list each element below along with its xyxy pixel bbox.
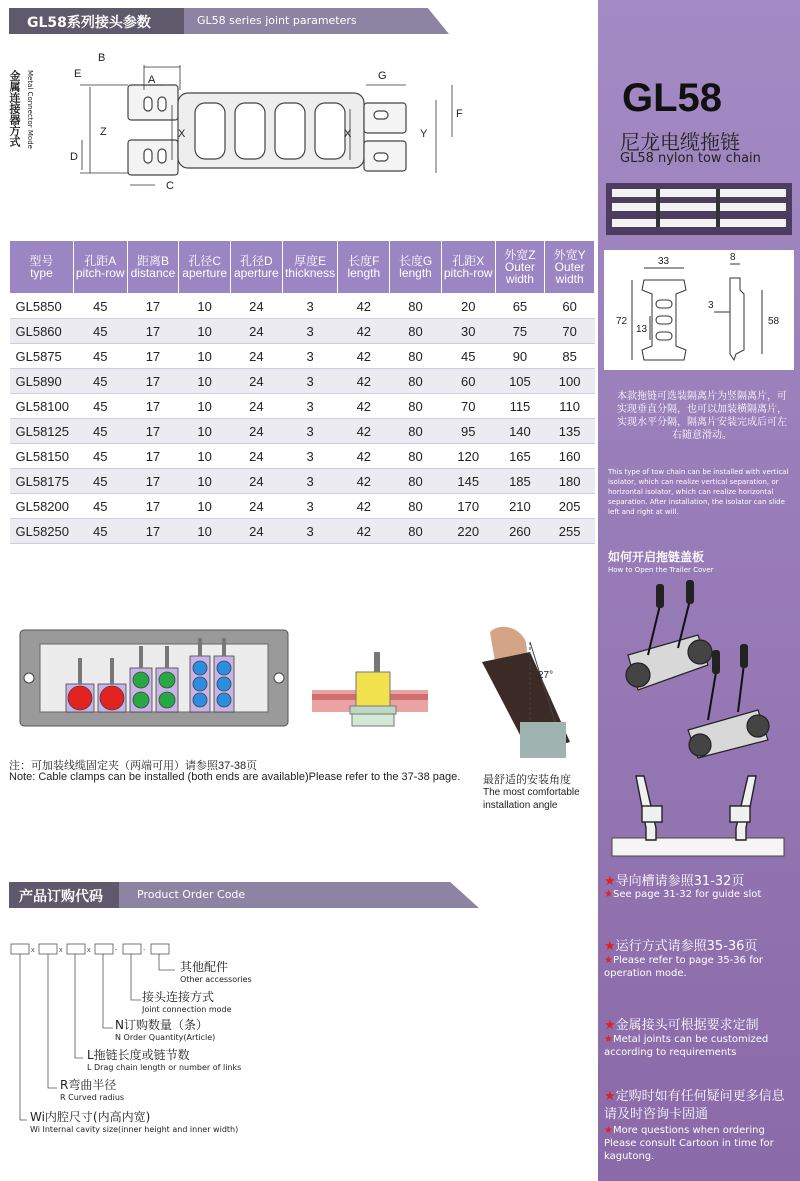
value-cell: 10 — [179, 394, 231, 419]
dim-label-x-right: X — [344, 128, 352, 140]
star-icon: ★ — [604, 955, 613, 966]
value-cell: 140 — [495, 419, 545, 444]
col-header-aperture-d: 孔径D aperture — [231, 241, 283, 294]
value-cell: 42 — [338, 344, 390, 369]
cable-clamp-note-cn: 注：可加装线缆固定夹（两端可用）请参照37-38页 — [9, 760, 258, 772]
value-cell: 45 — [73, 369, 127, 394]
value-cell: 10 — [179, 294, 231, 319]
joint-params-title-en: GL58 series joint parameters — [197, 14, 357, 27]
value-cell: 210 — [495, 494, 545, 519]
model-title: GL58 — [622, 76, 723, 120]
value-cell: 17 — [127, 444, 179, 469]
value-cell: 17 — [127, 519, 179, 544]
value-cell: 10 — [179, 469, 231, 494]
value-cell: 24 — [231, 419, 283, 444]
value-cell: 80 — [390, 444, 442, 469]
value-cell: 42 — [338, 419, 390, 444]
col-header-thickness-e: 厚度E thickness — [282, 241, 338, 294]
dim-label-y: Y — [420, 128, 428, 140]
value-cell: 80 — [390, 319, 442, 344]
table-row — [10, 344, 595, 369]
dim-label-g: G — [378, 70, 387, 82]
value-cell: 45 — [73, 344, 127, 369]
dim-label-b: B — [98, 52, 106, 64]
value-cell: 17 — [127, 294, 179, 319]
cable-clamp-note-en: Note: Cable clamps can be installed (both ends are available)Please refer to the 37-38 page. — [9, 771, 461, 783]
table-row — [10, 494, 595, 519]
open-cover-title-en: How to Open the Trailer Cover — [608, 566, 714, 574]
order-item-accessories-en: Other accessories — [180, 975, 252, 984]
value-cell: 95 — [441, 419, 495, 444]
value-cell: 24 — [231, 319, 283, 344]
dim-label-f: F — [456, 108, 463, 120]
dim-3: 3 — [708, 300, 714, 311]
value-cell: 17 — [127, 369, 179, 394]
joint-params-banner — [9, 8, 449, 34]
value-cell: 45 — [73, 469, 127, 494]
dim-72: 72 — [616, 316, 628, 327]
value-cell: 45 — [73, 519, 127, 544]
joint-spec-table — [9, 240, 595, 544]
value-cell: 42 — [338, 469, 390, 494]
model-cell: GL58100 — [10, 394, 74, 419]
value-cell: 3 — [282, 344, 338, 369]
value-cell: 3 — [282, 294, 338, 319]
col-header-pitch-a: 孔距A pitch-row — [73, 241, 127, 294]
col-header-type: 型号 type — [10, 241, 74, 294]
value-cell: 42 — [338, 444, 390, 469]
value-cell: 75 — [495, 319, 545, 344]
value-cell: 60 — [545, 294, 595, 319]
dim-33: 33 — [658, 256, 670, 267]
metal-connector-label — [8, 70, 44, 180]
value-cell: 80 — [390, 469, 442, 494]
value-cell: 42 — [338, 319, 390, 344]
value-cell: 45 — [73, 444, 127, 469]
value-cell: 42 — [338, 294, 390, 319]
value-cell: 10 — [179, 494, 231, 519]
order-item-length-en: L Drag chain length or number of links — [87, 1063, 242, 1072]
value-cell: 80 — [390, 494, 442, 519]
tip-guide-slot-en: See page 31-32 for guide slot — [612, 889, 762, 900]
value-cell: 60 — [441, 369, 495, 394]
tip-metal-joints — [604, 1014, 794, 1059]
table-row — [10, 394, 595, 419]
value-cell: 70 — [545, 319, 595, 344]
table-row — [10, 519, 595, 544]
value-cell: 70 — [441, 394, 495, 419]
tip-consult-cn: 定购时如有任何疑问更多信息请及时咨询卡固通 — [604, 1089, 785, 1122]
value-cell: 135 — [545, 419, 595, 444]
value-cell: 3 — [282, 419, 338, 444]
value-cell: 24 — [231, 369, 283, 394]
joint-dimension-diagram — [60, 45, 480, 195]
value-cell: 45 — [73, 394, 127, 419]
star-icon: ★ — [604, 1125, 613, 1136]
order-item-radius-en: R Curved radius — [60, 1093, 125, 1102]
col-header-pitch-x: 孔距X pitch-row — [441, 241, 495, 294]
value-cell: 45 — [73, 319, 127, 344]
value-cell: 24 — [231, 444, 283, 469]
col-header-length-g: 长度G length — [390, 241, 442, 294]
product-sidebar — [598, 0, 800, 1181]
model-cell: GL58125 — [10, 419, 74, 444]
order-item-cavity — [30, 1108, 238, 1134]
order-sep-2: x — [59, 947, 63, 954]
dim-58: 58 — [768, 316, 780, 327]
value-cell: 17 — [127, 419, 179, 444]
value-cell: 185 — [495, 469, 545, 494]
col-header-aperture-c: 孔径C aperture — [179, 241, 231, 294]
star-icon: ★ — [604, 1089, 616, 1104]
value-cell: 24 — [231, 469, 283, 494]
value-cell: 100 — [545, 369, 595, 394]
tip-operation-mode-en: Please refer to page 35-36 for operation mode. — [604, 955, 763, 979]
angle-note-en-1: The most comfortable — [483, 787, 580, 798]
value-cell: 17 — [127, 344, 179, 369]
value-cell: 10 — [179, 344, 231, 369]
value-cell: 3 — [282, 394, 338, 419]
order-item-quantity-cn: N订购数量（条） — [115, 1018, 208, 1032]
tip-metal-joints-cn: 金属接头可根据要求定制 — [615, 1018, 759, 1033]
table-row — [10, 469, 595, 494]
value-cell: 24 — [231, 344, 283, 369]
value-cell: 10 — [179, 519, 231, 544]
order-item-cavity-cn: Wi内腔尺寸(内高内宽) — [30, 1110, 151, 1124]
col-header-outer-y: 外宽Y Outer width — [545, 241, 595, 294]
order-item-joint-en: Joint connection mode — [142, 1005, 232, 1014]
value-cell: 3 — [282, 494, 338, 519]
angle-note-cn: 最舒适的安装角度 — [483, 774, 571, 786]
value-cell: 85 — [545, 344, 595, 369]
value-cell: 10 — [179, 369, 231, 394]
model-cell: GL5850 — [10, 294, 74, 319]
clamp-detail-illustration — [312, 650, 428, 732]
order-item-quantity-en: N Order Quantity(Article) — [115, 1033, 216, 1042]
table-header-row — [10, 241, 595, 294]
value-cell: 10 — [179, 419, 231, 444]
value-cell: 145 — [441, 469, 495, 494]
dim-13: 13 — [636, 324, 648, 335]
open-cover-illustration — [608, 580, 788, 760]
value-cell: 105 — [495, 369, 545, 394]
value-cell: 24 — [231, 394, 283, 419]
value-cell: 42 — [338, 519, 390, 544]
order-sep-3: x — [87, 947, 91, 954]
order-item-cavity-en: Wi Internal cavity size(inner height and inner width) — [30, 1125, 239, 1134]
col-header-length-f: 长度F length — [338, 241, 390, 294]
value-cell: 17 — [127, 394, 179, 419]
table-row — [10, 294, 595, 319]
value-cell: 115 — [495, 394, 545, 419]
order-item-joint — [142, 988, 232, 1014]
order-item-length — [87, 1046, 241, 1072]
value-cell: 220 — [441, 519, 495, 544]
table-row — [10, 444, 595, 469]
col-header-outer-z: 外宽Z Outer width — [495, 241, 545, 294]
table-row — [10, 319, 595, 344]
value-cell: 80 — [390, 294, 442, 319]
value-cell: 170 — [441, 494, 495, 519]
value-cell: 20 — [441, 294, 495, 319]
value-cell: 42 — [338, 369, 390, 394]
value-cell: 165 — [495, 444, 545, 469]
metal-connector-label-en: Metal Connector Mode — [26, 70, 34, 149]
star-icon: ★ — [604, 1034, 613, 1045]
value-cell: 180 — [545, 469, 595, 494]
value-cell: 10 — [179, 319, 231, 344]
tip-guide-slot — [604, 870, 794, 900]
tip-operation-mode-cn: 运行方式请参照35-36页 — [615, 939, 758, 954]
value-cell: 3 — [282, 519, 338, 544]
order-item-radius — [60, 1076, 124, 1102]
value-cell: 160 — [545, 444, 595, 469]
value-cell: 90 — [495, 344, 545, 369]
chain-section-drawing — [604, 250, 794, 370]
tip-consult — [604, 1088, 794, 1163]
star-icon: ★ — [604, 874, 616, 889]
joint-spec-body — [10, 294, 595, 544]
value-cell: 80 — [390, 369, 442, 394]
order-code-title-cn: 产品订购代码 — [19, 889, 103, 905]
value-cell: 30 — [441, 319, 495, 344]
value-cell: 3 — [282, 469, 338, 494]
dim-8: 8 — [730, 252, 736, 263]
value-cell: 45 — [441, 344, 495, 369]
model-cell: GL58175 — [10, 469, 74, 494]
model-cell: GL5890 — [10, 369, 74, 394]
value-cell: 17 — [127, 469, 179, 494]
order-item-length-cn: L拖链长度或链节数 — [87, 1048, 190, 1062]
star-icon: ★ — [604, 889, 613, 900]
value-cell: 24 — [231, 519, 283, 544]
tip-metal-joints-en: Metal joints can be customized according to requirements — [604, 1034, 769, 1058]
order-sep-1: x — [31, 947, 35, 954]
metal-connector-label-cn: 金属连接器方式 — [8, 70, 21, 147]
open-cover-title-cn: 如何开启拖链盖板 — [608, 550, 705, 564]
joint-params-title-cn: GL58系列接头参数 — [27, 15, 151, 31]
tip-guide-slot-cn: 导向槽请参照31-32页 — [615, 874, 745, 889]
value-cell: 45 — [73, 494, 127, 519]
dim-label-z: Z — [100, 126, 107, 138]
model-cell: GL5875 — [10, 344, 74, 369]
order-item-accessories — [180, 958, 252, 984]
tip-operation-mode — [604, 935, 794, 980]
value-cell: 80 — [390, 344, 442, 369]
value-cell: 45 — [73, 294, 127, 319]
value-cell: 3 — [282, 444, 338, 469]
table-row — [10, 369, 595, 394]
col-header-distance-b: 距离B distance — [127, 241, 179, 294]
star-icon: ★ — [604, 1018, 616, 1033]
star-icon: ★ — [604, 939, 616, 954]
order-sep-4: - — [115, 947, 118, 954]
value-cell: 42 — [338, 394, 390, 419]
model-cell: GL58250 — [10, 519, 74, 544]
value-cell: 24 — [231, 494, 283, 519]
tip-consult-en: More questions when ordering Please consult Cartoon in time for kagutong. — [604, 1125, 774, 1162]
value-cell: 205 — [545, 494, 595, 519]
isolator-description-cn: 本款拖链可选装隔离片为竖隔离片，可实现垂直分隔，也可以加装横隔离片，实现水平分隔，隔离片安装完成后可左右随意滑动。 — [617, 391, 787, 441]
value-cell: 110 — [545, 394, 595, 419]
value-cell: 17 — [127, 319, 179, 344]
value-cell: 10 — [179, 444, 231, 469]
dim-label-d: D — [70, 151, 78, 163]
value-cell: 45 — [73, 419, 127, 444]
order-item-quantity — [115, 1016, 215, 1042]
installation-angle-photo — [460, 622, 580, 762]
value-cell: 65 — [495, 294, 545, 319]
value-cell: 17 — [127, 494, 179, 519]
isolator-description-en: This type of tow chain can be installed with vertical isolator, which can realize vertical separation, or horizontal isolator, which can realize horizontal separation. After installation, the isolator can slide left and right at will. — [608, 468, 789, 516]
product-name-cn: 尼龙电缆拖链 — [620, 130, 740, 154]
model-cell: GL58200 — [10, 494, 74, 519]
value-cell: 80 — [390, 394, 442, 419]
dim-label-c: C — [166, 180, 174, 192]
value-cell: 120 — [441, 444, 495, 469]
cable-clamp-illustration — [18, 628, 290, 728]
value-cell: 80 — [390, 519, 442, 544]
order-item-radius-cn: R弯曲半径 — [60, 1078, 117, 1092]
value-cell: 42 — [338, 494, 390, 519]
model-cell: GL58150 — [10, 444, 74, 469]
angle-note-en-2: installation angle — [483, 800, 558, 811]
order-item-joint-cn: 接头连接方式 — [142, 990, 215, 1004]
order-code-title-en: Product Order Code — [137, 888, 246, 901]
value-cell: 3 — [282, 369, 338, 394]
order-code-banner — [9, 882, 479, 908]
product-name-en: GL58 nylon tow chain — [620, 151, 761, 166]
dim-label-e: E — [74, 68, 82, 80]
guide-slot-illustration — [606, 768, 790, 860]
order-sep-5: - — [143, 947, 146, 954]
chain-top-photo — [606, 183, 792, 235]
value-cell: 255 — [545, 519, 595, 544]
value-cell: 3 — [282, 319, 338, 344]
order-item-accessories-cn: 其他配件 — [180, 960, 229, 974]
value-cell: 24 — [231, 294, 283, 319]
model-cell: GL5860 — [10, 319, 74, 344]
dim-label-x-left: X — [178, 128, 186, 140]
value-cell: 80 — [390, 419, 442, 444]
table-row — [10, 419, 595, 444]
dim-label-a: A — [148, 74, 156, 86]
angle-value-label: 27° — [538, 670, 554, 681]
value-cell: 260 — [495, 519, 545, 544]
